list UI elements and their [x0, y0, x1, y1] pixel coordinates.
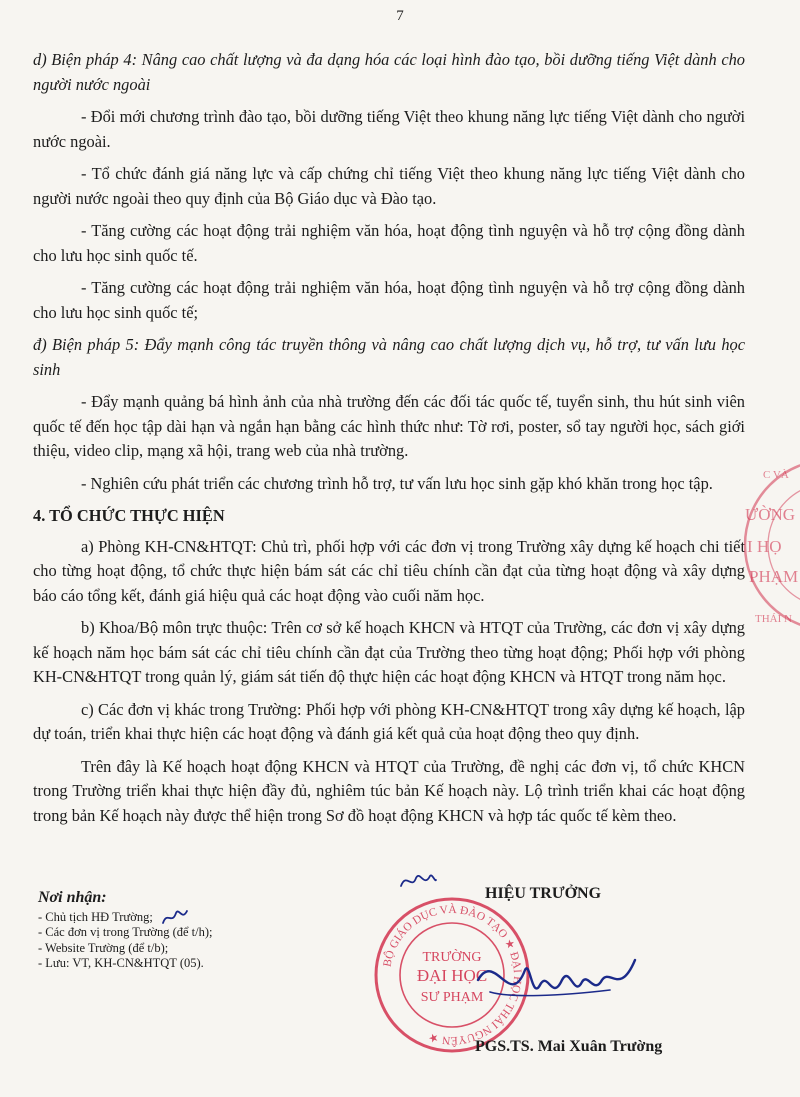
section-4-title: 4. TỔ CHỨC THỰC HIỆN [33, 506, 225, 525]
recipient-item: - Chủ tịch HĐ Trường; [38, 909, 153, 924]
measure-4-item: - Tăng cường các hoạt động trải nghiệm văn hóa, hoạt động tình nguyện và hỗ trợ cộng đồng dành cho lưu học sinh quốc tế. [33, 221, 745, 265]
measure-5-heading: đ) Biện pháp 5: Đẩy mạnh công tác truyền thông và nâng cao chất lượng dịch vụ, hỗ trợ, tư vấn lưu học sinh [33, 335, 745, 379]
recipients-title: Nơi nhận: [38, 889, 107, 906]
initial-signature [160, 905, 190, 929]
measure-5-item: - Nghiên cứu phát triển các chương trình hỗ trợ, tư vấn lưu học sinh gặp khó khăn trong học tập. [81, 473, 713, 493]
svg-text:PHẠM: PHẠM [749, 567, 799, 586]
measure-4-item: - Tổ chức đánh giá năng lực và cấp chứng chỉ tiếng Việt theo khung năng lực tiếng Việt dành cho người nước ngoài theo quy định của Bộ Giáo dục và Đào tạo. [33, 164, 745, 208]
svg-text:I HỌ: I HỌ [747, 537, 782, 556]
closing-paragraph: Trên đây là Kế hoạch hoạt động KHCN và HTQT của Trường, đề nghị các đơn vị, tổ chức KHCN trong Trường triển khai thực hiện đầy đủ, nghiêm túc bản Kế hoạch này. Lộ trình triển khai các hoạt động trong bản Kế hoạch này được thể hiện trong Sơ đồ hoạt động KHCN và hợp tác quốc tế kèm theo. [33, 756, 745, 825]
measure-4-item: - Tăng cường các hoạt động trải nghiệm văn hóa, hoạt động tình nguyện và hỗ trợ cộng đồng dành cho lưu học sinh quốc tế; [33, 278, 745, 322]
measure-4-heading: d) Biện pháp 4: Nâng cao chất lượng và đa dạng hóa các loại hình đào tạo, bồi dưỡng tiếng Việt dành cho người nước ngoài [33, 50, 745, 94]
initial-signature [398, 868, 438, 894]
svg-text:TRƯỜNG: TRƯỜNG [422, 950, 482, 965]
section-4-paragraph: a) Phòng KH-CN&HTQT: Chủ trì, phối hợp với các đơn vị trong Trường xây dựng kế hoạch chi tiết cho từng hoạt động, tổ chức thực hiện bám sát các chỉ tiêu chính cần đạt của từng hoạt động và xây dựng báo cáo tổng kết, đánh giá hiệu quả các hoạt động vào cuối năm học. [33, 536, 745, 605]
page-number: 7 [396, 8, 404, 24]
svg-text:BỘ GIÁO DỤC VÀ ĐÀO TẠO ★ ĐẠI H: BỘ GIÁO DỤC VÀ ĐÀO TẠO ★ ĐẠI HỌC THÁI NGUYÊN ★ [381, 903, 524, 1047]
measure-5-item: - Đẩy mạnh quảng bá hình ảnh của nhà trường đến các đối tác quốc tế, tuyển sinh, thu hút sinh viên quốc tế đến học tập dài hạn và ngắn hạn bằng các hình thức như: Tờ rơi, poster, sổ tay người học, sách giới thiệu, video clip, mạng xã hội, trang web của nhà trường. [33, 392, 745, 460]
svg-text:C VÀ: C VÀ [763, 469, 789, 481]
recipient-item: - Website Trường (để t/b); [38, 940, 169, 955]
svg-text:THÁI N: THÁI N [755, 613, 792, 625]
svg-text:ƯỜNG: ƯỜNG [745, 505, 796, 524]
measure-4-item: - Đổi mới chương trình đào tạo, bồi dưỡng tiếng Việt theo khung năng lực tiếng Việt dành cho người nước ngoài. [33, 107, 745, 151]
document-body [33, 48, 745, 836]
principal-signature [470, 940, 650, 1020]
recipient-item: - Các đơn vị trong Trường (để t/h); [38, 925, 213, 939]
section-4-paragraph: c) Các đơn vị khác trong Trường: Phối hợp với phòng KH-CN&HTQT trong xây dựng kế hoạch, lập dự toán, triển khai thực hiện các hoạt động và đánh giá kết quả của hoạt động theo quy định. [33, 699, 745, 743]
signer-name: PGS.TS. Mai Xuân Trường [475, 1038, 663, 1055]
recipient-item: - Lưu: VT, KH-CN&HTQT (05). [38, 956, 204, 970]
edge-seal-stamp [735, 450, 800, 640]
svg-text:SƯ PHẠM: SƯ PHẠM [420, 990, 484, 1005]
svg-text:ĐẠI HỌC: ĐẠI HỌC [416, 966, 488, 985]
signer-title: HIỆU TRƯỞNG [485, 885, 602, 902]
section-4-paragraph: b) Khoa/Bộ môn trực thuộc: Trên cơ sở kế hoạch KHCN và HTQT của Trường, các đơn vị xây dựng kế hoạch năm học bám sát các chỉ tiêu chính cần đạt của Trường theo từng hoạt động; Phối hợp với phòng KH-CN&HTQT trong quản lý, giám sát tiến độ thực hiện các hoạt động KHCN và HTQT trong năm học. [33, 618, 745, 686]
recipients-list [38, 910, 348, 972]
recipients-block [38, 890, 348, 972]
